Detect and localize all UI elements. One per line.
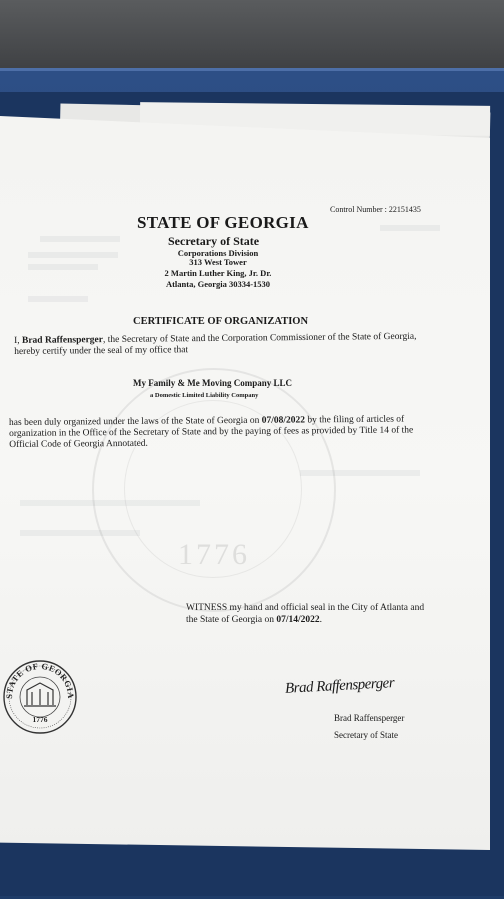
organization-date: 07/08/2022 <box>261 415 306 426</box>
company-type: a Domestic Limited Liability Company <box>150 392 259 399</box>
show-through-line <box>28 296 88 302</box>
show-through-line <box>40 236 120 242</box>
office-title: Secretary of State <box>168 234 260 248</box>
address-line-city: Atlanta, Georgia 30334-1530 <box>165 279 271 289</box>
witness-date: 07/14/2022 <box>276 615 320 625</box>
intro-prefix: I, <box>14 335 23 346</box>
organization-text: has been duly organized under the laws of the State of Georgia on <box>9 415 262 428</box>
signer-name: Brad Raffensperger <box>334 713 405 723</box>
control-number: Control Number : 22151435 <box>330 205 421 214</box>
show-through-line <box>28 252 118 258</box>
state-seal-icon <box>2 659 78 735</box>
address-line-tower: 313 West Tower <box>189 257 247 267</box>
watermark-year: 1776 <box>178 538 250 571</box>
secretary-name: Brad Raffensperger <box>21 335 104 346</box>
signer-title: Secretary of State <box>334 730 398 740</box>
state-seal-watermark <box>92 368 336 612</box>
witness-text-end: . <box>319 615 322 625</box>
handwritten-signature: Brad Raffensperger <box>284 675 395 697</box>
seal-year: 1776 <box>32 715 48 724</box>
certificate-title: CERTIFICATE OF ORGANIZATION <box>133 316 309 327</box>
show-through-line <box>28 264 98 270</box>
witness-text: WITNESS my hand and official seal in the City of Atlanta and the State of Georgia on <box>186 603 425 625</box>
organization-text-rest: by the filing of articles of organization in the Office of the Secretary of State and by the paying of fees as provided by Title 14 of the Official Code of Georgia Annotated. <box>9 414 414 450</box>
organization-paragraph <box>9 414 439 451</box>
witness-paragraph <box>186 602 426 626</box>
intro-paragraph <box>14 332 422 358</box>
address-line-division: Corporations Division <box>177 248 259 258</box>
state-title: STATE OF GEORGIA <box>137 213 309 232</box>
seal-ring-text: STATE OF GEORGIA <box>3 660 77 699</box>
company-name: My Family & Me Moving Company LLC <box>133 378 292 388</box>
intro-rest: , the Secretary of State and the Corporation Commissioner of the State of Georgia, hereby certify under the seal of my office that <box>14 331 417 357</box>
show-through-line <box>380 225 440 231</box>
address-line-street: 2 Martin Luther King, Jr. Dr. <box>164 268 272 278</box>
